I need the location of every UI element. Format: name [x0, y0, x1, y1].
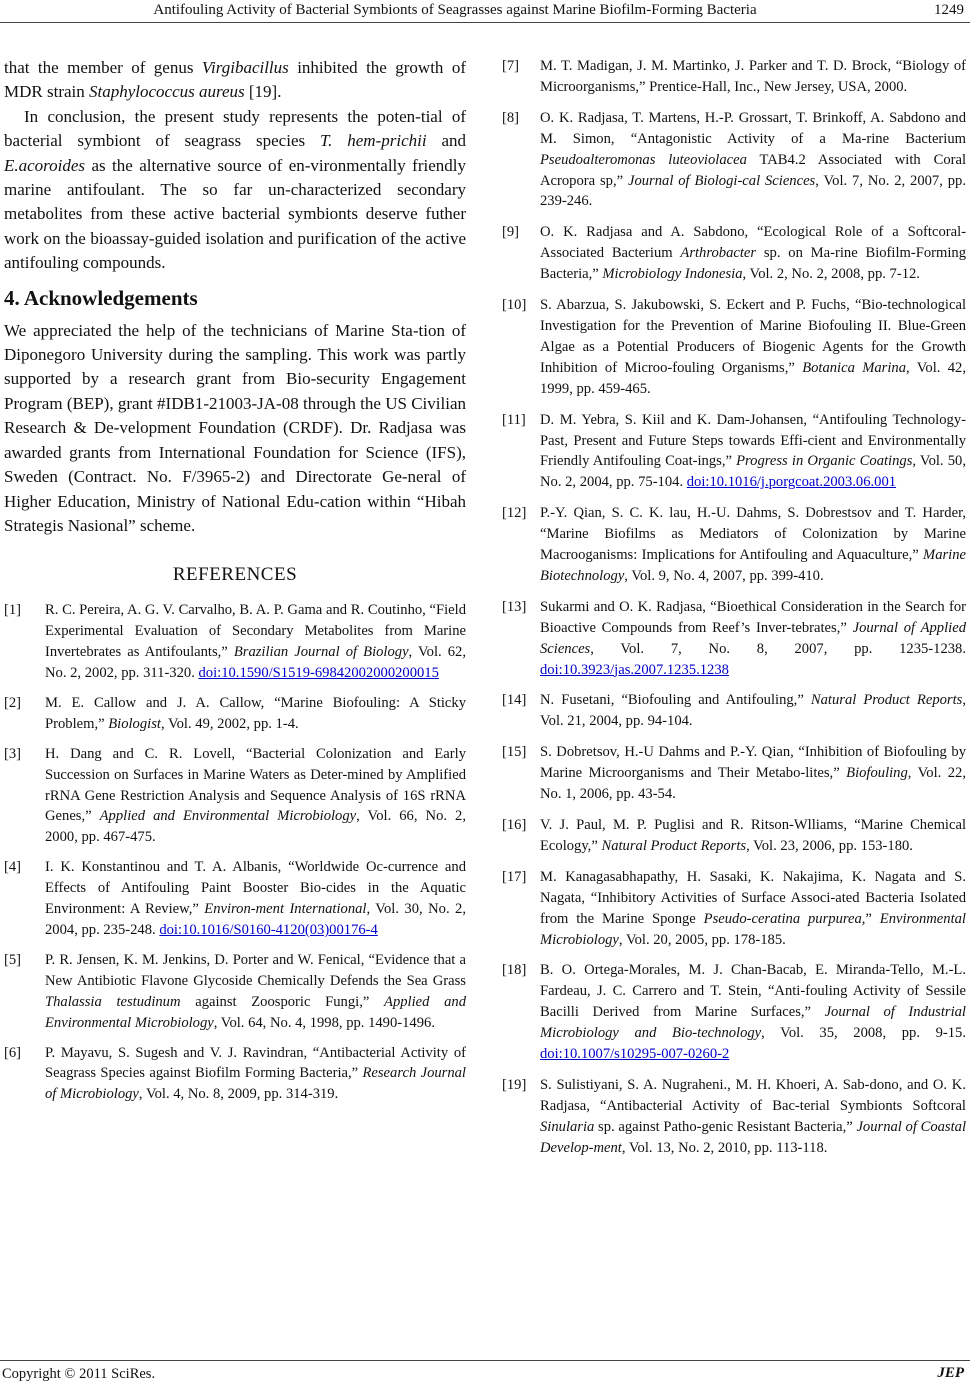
- reference-italic: Biofouling: [846, 765, 908, 782]
- reference-text: B. O. Ortega-Morales, M. J. Chan-Bacab, E. Miranda-Tello, M.-L. Fardeau, J. C. Carrero and T. Stein, “Anti-fouling Activity of Sessile Bacilli Derived from Marine Surfaces,”: [540, 962, 966, 1021]
- reference-italic: Microbiology Indonesia: [602, 266, 743, 283]
- reference-number: [19]: [502, 1076, 527, 1093]
- reference-italic: Journal of Biologi-cal Sciences: [627, 172, 816, 189]
- reference-text: P.-Y. Qian, S. C. K. lau, H.-U. Dahms, S. Dobrestsov and T. Harder, “Marine Biofilms as Mediators of Colonization by Marine Macrooganisms: Implications for Antifouling and Aquaculture,”: [540, 505, 966, 564]
- reference-italic: Natural Product Reports: [601, 837, 747, 854]
- reference-text: against Zoosporic Fungi,”: [180, 993, 385, 1010]
- reference-italic: Sinularia: [540, 1118, 595, 1135]
- reference-number: [1]: [4, 602, 22, 619]
- reference-italic: Progress in Organic Coatings: [736, 453, 913, 470]
- reference-text: , Vol. 20, 2005, pp. 178-185.: [618, 931, 786, 948]
- reference-italic: Arthrobacter: [680, 245, 757, 262]
- reference-text: , Vol. 7, No. 8, 2007, pp. 1235-1238.: [590, 640, 966, 657]
- reference-text: S. Dobretsov, H.-U Dahms and P.-Y. Qian, “Inhibition of Biofouling by Marine Microorganisms and Their Metabo-lites,”: [540, 744, 966, 782]
- references-list-right: [502, 56, 966, 1159]
- reference-text: , Vol. 62, No. 2, 2002, pp. 311-320.: [45, 644, 466, 682]
- reference-italic: Environmental Microbiology: [540, 910, 966, 948]
- reference-item: [502, 56, 966, 98]
- reference-italic: Brazilian Journal of Biology: [233, 644, 409, 661]
- page-number: 1249: [934, 2, 964, 18]
- running-header: [0, 0, 970, 23]
- reference-item: [4, 693, 466, 735]
- reference-italic: Pseudoalteromonas luteoviolacea: [540, 151, 747, 168]
- reference-item: [4, 600, 466, 684]
- paragraph-virgibacillus: that the member of genus Virgibacillus inhibited the growth of MDR strain Staphylococcus aureus [19].: [4, 58, 466, 102]
- reference-number: [7]: [502, 58, 520, 74]
- copyright-notice: Copyright © 2011 SciRes.: [2, 1366, 156, 1382]
- reference-text: sp. against Patho-genic Resistant Bacteria,”: [594, 1118, 857, 1135]
- doi-link[interactable]: doi:10.3923/jas.2007.1235.1238: [540, 661, 729, 678]
- reference-text: ,”: [861, 910, 880, 927]
- acknowledgements-text: We appreciated the help of the technicians of Marine Sta-tion of Diponegoro University during the sampling. This work was partly supported by a research grant from Bio-security Engagement Program (BEP), grant #IDB1-21003-JA-08 through the US Civilian Research & De-velopment Foundation (CRDF). Dr. Radjasa was awarded grants from International Foundation for Science (IFS), Sweden (Contract. No. F/3965-2) and Directorate Ge-neral of Higher Education, Ministry of National Edu-cation within “Hibah Strategis Nasional” scheme.: [4, 320, 466, 535]
- reference-text: H. Dang and C. R. Lovell, “Bacterial Colonization and Early Succession on Surfaces in Marine Waters as Deter-mined by Amplified rRNA Gene Restriction Analysis and Sequence Analysis of 16S rRNA Genes,”: [45, 745, 466, 825]
- right-column: [502, 56, 966, 1169]
- reference-item: [502, 410, 966, 494]
- reference-text: M. Kanagasabhapathy, H. Sasaki, K. Nakajima, K. Nagata and S. Nagata, “Inhibitory Activities of Surface Associ-ated Bacteria Isolated from the Marine Sponge: [540, 868, 966, 927]
- reference-item: [4, 857, 466, 941]
- references-list-left: [4, 600, 466, 1105]
- reference-text: , Vol. 64, No. 4, 1998, pp. 1490-1496.: [213, 1014, 435, 1031]
- reference-number: [14]: [502, 692, 527, 709]
- reference-number: [16]: [502, 817, 527, 833]
- reference-italic: Journal of Industrial Microbiology and Bio-technology: [540, 1004, 966, 1042]
- journal-abbreviation: JEP: [937, 1365, 964, 1381]
- reference-number: [8]: [502, 109, 520, 126]
- reference-item: [4, 1043, 466, 1106]
- reference-text: O. K. Radjasa and A. Sabdono, “Ecological Role of a Softcoral-Associated Bacterium: [540, 224, 966, 262]
- reference-item: [502, 742, 966, 805]
- reference-item: [502, 108, 966, 213]
- reference-text: , Vol. 23, 2006, pp. 153-180.: [746, 837, 913, 854]
- reference-text: , Vol. 22, No. 1, 2006, pp. 43-54.: [540, 765, 966, 803]
- reference-text: , Vol. 50, No. 2, 2004, pp. 75-104.: [540, 453, 966, 491]
- reference-text: N. Fusetani, “Biofouling and Antifouling,”: [540, 692, 811, 709]
- reference-italic: Botanica Marina: [802, 359, 907, 376]
- reference-italic: Environ-ment International: [204, 901, 367, 918]
- reference-number: [2]: [4, 694, 22, 711]
- reference-italic: Journal of Coastal Develop-ment: [540, 1118, 966, 1156]
- reference-item: [4, 744, 466, 849]
- doi-link[interactable]: doi:10.1016/j.porgcoat.2003.06.001: [686, 474, 897, 491]
- reference-item: [502, 295, 966, 400]
- reference-item: [502, 503, 966, 587]
- doi-link[interactable]: doi:10.1016/S0160-4120(03)00176-4: [159, 922, 378, 938]
- reference-number: [12]: [502, 505, 527, 522]
- reference-text: , Vol. 66, No. 2, 2000, pp. 467-475.: [45, 808, 467, 846]
- reference-italic: Research Journal of Microbiology: [45, 1065, 466, 1103]
- reference-text: S. Abarzua, S. Jakubowski, S. Eckert and P. Fuchs, “Bio-technological Investigation for the Prevention of Marine Biofouling II. Blue-Green Algae as a Potential Producers of Biogenic Agents for the Growth Inhibition of Microo-fouling Organisms,”: [540, 297, 966, 376]
- reference-item: [502, 815, 966, 857]
- reference-italic: Applied and Environmental Microbiology: [45, 993, 467, 1031]
- reference-number: [3]: [4, 745, 22, 762]
- reference-text: , Vol. 9, No. 4, 2007, pp. 399-410.: [624, 567, 824, 584]
- reference-number: [13]: [502, 598, 527, 615]
- reference-text: P. R. Jensen, K. M. Jenkins, D. Porter and W. Fenical, “Evidence that a New Antibiotic Flavone Glycoside Chemically Defends the Sea Grass: [45, 951, 466, 989]
- reference-text: M. T. Madigan, J. M. Martinko, J. Parker and T. D. Brock, “Biology of Microorganisms,” Prentice-Hall, Inc., New Jersey, USA, 2000.: [540, 58, 966, 95]
- reference-italic: Pseudo-ceratina purpurea: [703, 910, 862, 927]
- reference-text: P. Mayavu, S. Sugesh and V. J. Ravindran, “Antibacterial Activity of Seagrass Species against Biofilm Forming Bacteria,”: [45, 1044, 466, 1082]
- reference-number: [11]: [502, 411, 526, 428]
- reference-text: , Vol. 21, 2004, pp. 94-104.: [540, 692, 966, 730]
- reference-text: , Vol. 7, No. 2, 2007, pp. 239-246.: [540, 172, 966, 210]
- reference-item: [502, 597, 966, 681]
- reference-item: [502, 222, 966, 285]
- reference-text: , Vol. 4, No. 8, 2009, pp. 314-319.: [138, 1086, 339, 1103]
- reference-text: I. K. Konstantinou and T. A. Albanis, “Worldwide Oc-currence and Effects of Antifouling Paint Booster Bio-cides in the Aquatic Environment: A Review,”: [45, 859, 466, 918]
- reference-text: M. E. Callow and J. A. Callow, “Marine Biofouling: A Sticky Problem,”: [45, 694, 466, 732]
- reference-text: R. C. Pereira, A. G. V. Carvalho, B. A. P. Gama and R. Coutinho, “Field Experimental Evaluation of Secondary Metabolites from Marine Invertebrates as Antifoulants,”: [45, 602, 466, 661]
- reference-item: [502, 960, 966, 1065]
- reference-number: [10]: [502, 297, 527, 314]
- reference-item: [502, 867, 966, 951]
- reference-text: , Vol. 2, No. 2, 2008, pp. 7-12.: [742, 266, 920, 283]
- reference-text: , Vol. 35, 2008, pp. 9-15.: [761, 1025, 966, 1042]
- paragraph-conclusion: In conclusion, the present study represents the poten-tial of bacterial symbiont of seagrass species T. hem-prichii and E.acoroides as the alternative source of en-vironmentally friendly marine antifoulant. The so far un-characterized secondary metabolites from these active bacterial symbionts deserve futher work on the bioassay-guided isolation and purification of the active antifouling compounds.: [4, 106, 466, 273]
- reference-number: [9]: [502, 224, 520, 241]
- reference-text: sp. on Ma-rine Biofilm-Forming Bacteria,”: [540, 245, 966, 283]
- page-footer: [0, 1360, 970, 1387]
- left-column: [4, 56, 466, 1114]
- reference-text: , Vol. 49, 2002, pp. 1-4.: [160, 715, 299, 732]
- reference-italic: Journal of Applied Sciences: [540, 619, 966, 657]
- reference-text: V. J. Paul, M. P. Puglisi and R. Ritson-Wlliams, “Marine Chemical Ecology,”: [540, 817, 966, 854]
- reference-number: [5]: [4, 951, 22, 968]
- reference-italic: Natural Product Reports: [810, 692, 963, 709]
- reference-number: [18]: [502, 962, 527, 979]
- reference-item: [4, 950, 466, 1034]
- doi-link[interactable]: doi:10.1590/S1519-69842002000200015: [198, 665, 439, 682]
- reference-text: , Vol. 30, No. 2, 2004, pp. 235-248.: [45, 901, 466, 938]
- reference-number: [4]: [4, 859, 22, 876]
- reference-text: , Vol. 13, No. 2, 2010, pp. 113-118.: [621, 1139, 828, 1156]
- references-heading: REFERENCES: [172, 564, 298, 586]
- running-title: Antifouling Activity of Bacterial Symbionts of Seagrasses against Marine Biofilm-Forming Bacteria: [153, 2, 757, 18]
- reference-number: [17]: [502, 868, 527, 885]
- reference-number: [15]: [502, 744, 527, 761]
- reference-italic: Applied and Environmental Microbiology: [99, 808, 357, 825]
- reference-italic: Biologist: [108, 715, 161, 732]
- reference-item: [502, 1075, 966, 1159]
- reference-text: D. M. Yebra, S. Kiil and K. Dam-Johansen, “Antifouling Technology-Past, Present and Future Steps towards Effi-cient and Environmentally Friendly Antifouling Coat-ings,”: [540, 411, 966, 470]
- reference-italic: Thalassia testudinum: [45, 993, 181, 1010]
- reference-text: Sukarmi and O. K. Radjasa, “Bioethical Consideration in the Search for Bioactive Compounds from Reef’s Inver-tebrates,”: [540, 598, 966, 636]
- doi-link[interactable]: doi:10.1007/s10295-007-0260-2: [540, 1046, 730, 1063]
- reference-text: O. K. Radjasa, T. Martens, H.-P. Grossart, T. Brinkoff, A. Sabdono and M. Simon, “Antagonistic Activity of a Ma-rine Bacterium: [540, 109, 966, 147]
- reference-item: [502, 690, 966, 732]
- reference-number: [6]: [4, 1044, 22, 1061]
- reference-text: S. Sulistiyani, S. A. Nugraheni., M. H. Khoeri, A. Sab-dono, and O. K. Radjasa, “Antibacterial Activity of Bac-terial Symbionts Softcoral: [540, 1076, 966, 1114]
- reference-text: TAB4.2 Associated with Coral Acropora sp,”: [540, 151, 967, 189]
- reference-text: , Vol. 42, 1999, pp. 459-465.: [540, 359, 966, 397]
- reference-italic: Marine Biotechnology: [540, 547, 966, 584]
- acknowledgements-heading: 4. Acknowledgements: [4, 285, 198, 310]
